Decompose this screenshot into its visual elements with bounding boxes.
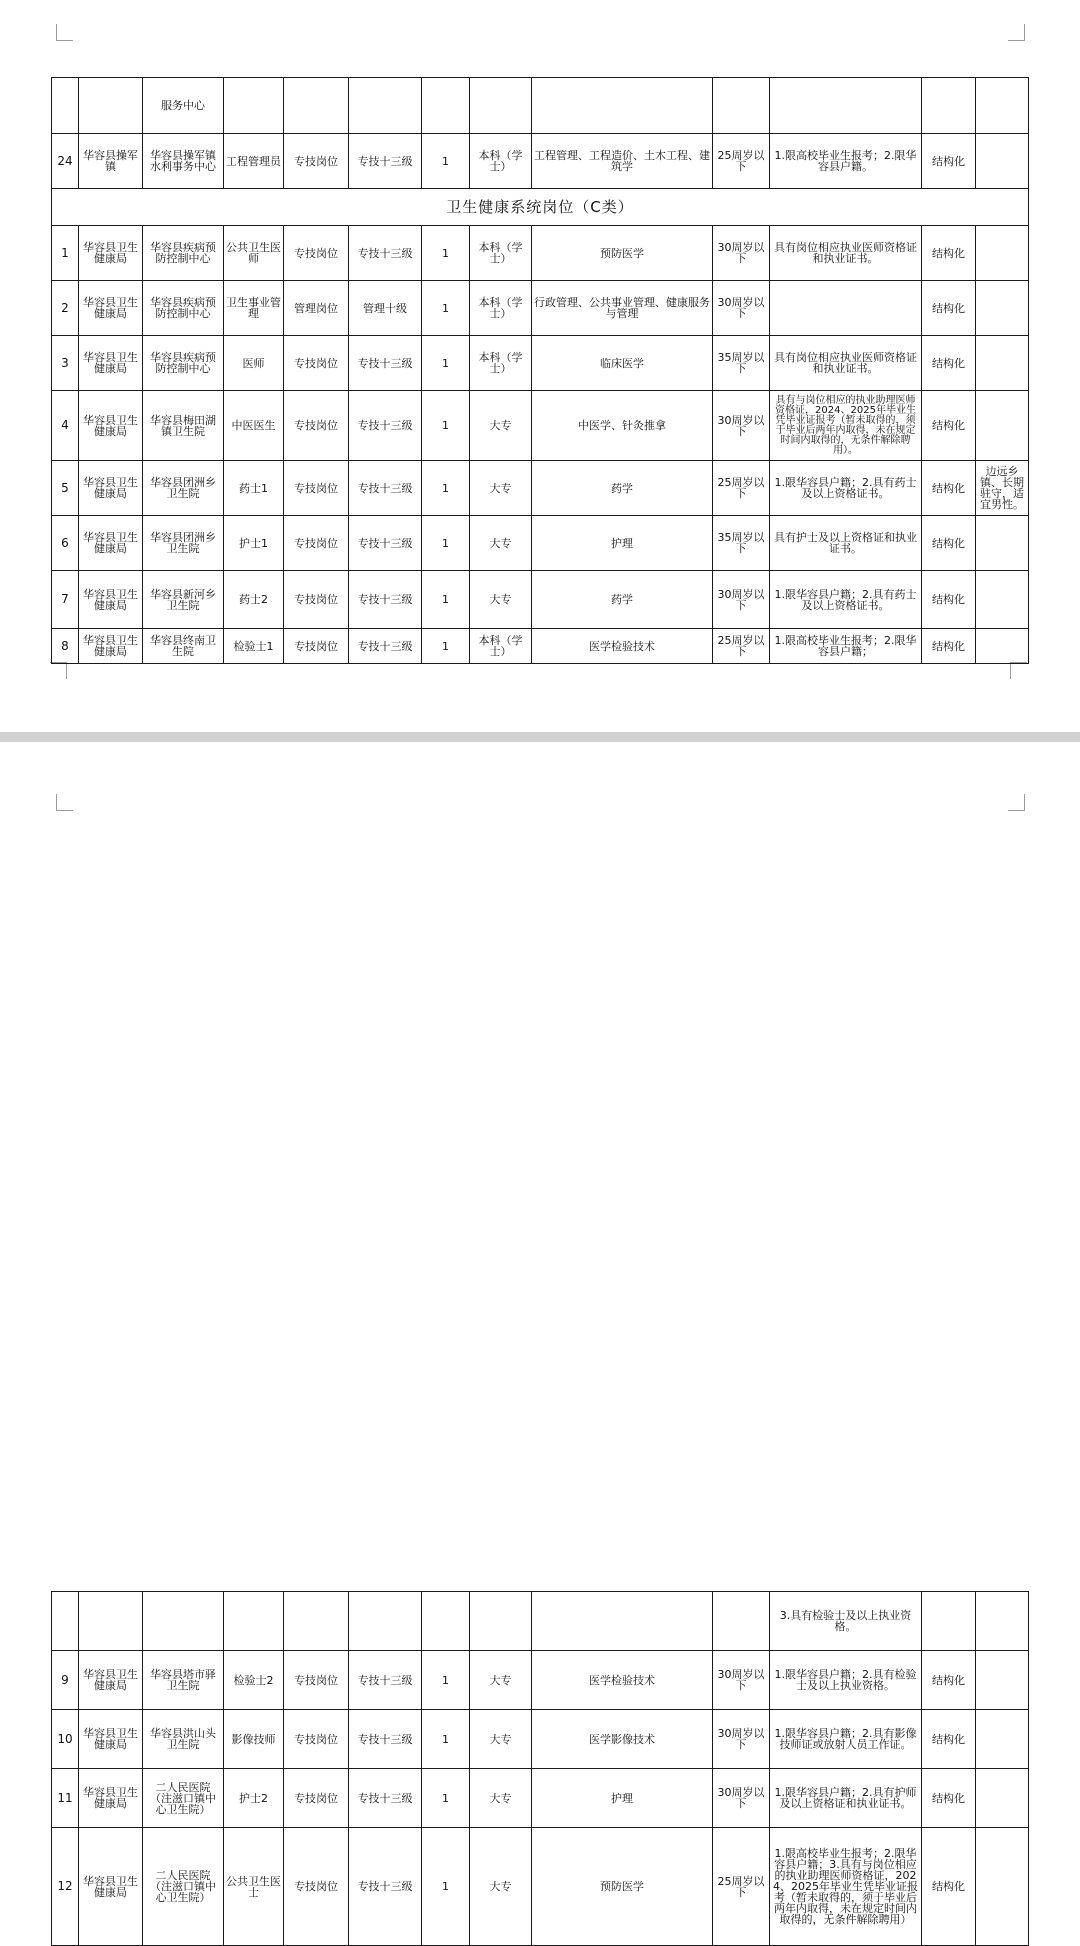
cell-category: 专技岗位 [284,1769,349,1828]
cell-no: 2 [52,281,79,336]
cell-no: 3 [52,336,79,391]
cell-post: 医师 [224,336,284,391]
cell-exam: 结构化 [922,336,976,391]
cell-requirements: 1.限高校毕业生报考；2.限华容县户籍；3.具有与岗位相应的执业助理医师资格证，2024、2025年毕业生凭毕业证报考（暂未取得的，须于毕业后两年内取得，未在规定时间内取得的，无条件解除聘用） [770,1828,922,1946]
cell-age: 30周岁以下 [713,1769,770,1828]
cell-major: 工程管理、工程造价、土木工程、建筑学 [532,134,713,189]
cell-category: 专技岗位 [284,516,349,571]
cell-education: 大专 [470,391,532,461]
cell-exam [922,78,976,134]
cell-county: 华容县卫生健康局 [79,336,143,391]
cell-education: 大专 [470,461,532,516]
cell-remark [976,516,1029,571]
cell-category: 专技岗位 [284,571,349,629]
cell-requirements: 1.限高校毕业生报考；2.限华容县户籍。 [770,134,922,189]
cell-exam: 结构化 [922,1710,976,1769]
cell-remark [976,1592,1029,1651]
cell-remark [976,1828,1029,1946]
cell-major: 中医学、针灸推拿 [532,391,713,461]
positions-table-page-1 [51,77,1029,664]
cell-age: 30周岁以下 [713,1710,770,1769]
table-row [52,461,1029,516]
cell-education: 大专 [470,1651,532,1710]
cell-category: 专技岗位 [284,629,349,664]
cell-unit: 华容县疾病预防控制中心 [143,226,224,281]
cell-unit: 华容县疾病预防控制中心 [143,281,224,336]
table-row [52,1710,1029,1769]
cell-no [52,78,79,134]
cell-count: 1 [422,391,470,461]
cell-requirements: 3.具有检验士及以上执业资格。 [770,1592,922,1651]
cell-county [79,1592,143,1651]
cell-education: 大专 [470,1828,532,1946]
cell-category [284,78,349,134]
cell-requirements: 1.限华容县户籍；2.具有影像技师证或放射人员工作证。 [770,1710,922,1769]
cell-exam: 结构化 [922,1651,976,1710]
cell-major: 医学检验技术 [532,1651,713,1710]
margin-mark-top-left [56,24,73,41]
cell-major: 医学检验技术 [532,629,713,664]
cell-age: 25周岁以下 [713,134,770,189]
cell-post: 影像技师 [224,1710,284,1769]
cell-post: 卫生事业管理 [224,281,284,336]
cell-education [470,1592,532,1651]
cell-category: 专技岗位 [284,391,349,461]
cell-count: 1 [422,336,470,391]
cell-exam: 结构化 [922,134,976,189]
cell-requirements: 具有岗位相应执业医师资格证和执业证书。 [770,336,922,391]
cell-major: 药学 [532,571,713,629]
cell-exam: 结构化 [922,391,976,461]
cell-age: 30周岁以下 [713,281,770,336]
cell-level: 专技十三级 [349,1710,422,1769]
cell-count: 1 [422,1769,470,1828]
cell-education: 大专 [470,1710,532,1769]
cell-no: 12 [52,1828,79,1946]
cell-no: 10 [52,1710,79,1769]
cell-remark [976,1769,1029,1828]
cell-unit: 华容县疾病预防控制中心 [143,336,224,391]
cell-no [52,1592,79,1651]
cell-unit [143,1592,224,1651]
cell-post [224,78,284,134]
cell-unit: 华容县新河乡卫生院 [143,571,224,629]
cell-unit: 华容县团洲乡卫生院 [143,461,224,516]
cell-no: 7 [52,571,79,629]
margin-mark-bottom-right [1010,662,1027,679]
cell-category: 专技岗位 [284,1710,349,1769]
cell-major: 护理 [532,516,713,571]
document-page-2 [0,742,1080,1926]
cell-education: 本科（学士） [470,134,532,189]
cell-education: 大专 [470,571,532,629]
table-row [52,516,1029,571]
cell-no: 9 [52,1651,79,1710]
cell-category: 专技岗位 [284,226,349,281]
cell-no: 1 [52,226,79,281]
cell-count: 1 [422,281,470,336]
cell-age: 35周岁以下 [713,516,770,571]
cell-no: 5 [52,461,79,516]
cell-post [224,1592,284,1651]
cell-remark [976,281,1029,336]
cell-post: 检验士2 [224,1651,284,1710]
cell-count: 1 [422,134,470,189]
cell-age: 30周岁以下 [713,226,770,281]
table-row [52,336,1029,391]
cell-remark [976,336,1029,391]
cell-major: 医学影像技术 [532,1710,713,1769]
margin-mark-top-left [56,794,73,811]
cell-no: 24 [52,134,79,189]
cell-major: 预防医学 [532,226,713,281]
cell-unit: 华容县塔市驿卫生院 [143,1651,224,1710]
cell-count: 1 [422,1828,470,1946]
positions-table-page-2 [51,1591,1029,1946]
table-row [52,629,1029,664]
cell-category: 专技岗位 [284,134,349,189]
cell-level: 专技十三级 [349,1769,422,1828]
cell-remark [976,226,1029,281]
margin-mark-top-right [1008,24,1025,41]
cell-education: 本科（学士） [470,629,532,664]
cell-requirements: 1.限华容县户籍；2.具有药士及以上资格证书。 [770,461,922,516]
cell-education: 本科（学士） [470,336,532,391]
cell-level: 管理十级 [349,281,422,336]
cell-unit: 华容县梅田湖镇卫生院 [143,391,224,461]
cell-post: 工程管理员 [224,134,284,189]
cell-post: 药士2 [224,571,284,629]
cell-major [532,1592,713,1651]
cell-count: 1 [422,516,470,571]
cell-education: 大专 [470,516,532,571]
cell-level: 专技十三级 [349,226,422,281]
cell-category: 管理岗位 [284,281,349,336]
cell-requirements: 1.限华容县户籍；2.具有护师及以上资格证和执业证书。 [770,1769,922,1828]
cell-post: 公共卫生医士 [224,1828,284,1946]
cell-level: 专技十三级 [349,336,422,391]
cell-major: 预防医学 [532,1828,713,1946]
cell-age: 25周岁以下 [713,1828,770,1946]
cell-category: 专技岗位 [284,461,349,516]
cell-no: 4 [52,391,79,461]
cell-county: 华容县卫生健康局 [79,226,143,281]
table-row [52,391,1029,461]
cell-exam: 结构化 [922,226,976,281]
cell-requirements: 1.限高校毕业生报考；2.限华容县户籍； [770,629,922,664]
cell-post: 护士2 [224,1769,284,1828]
cell-exam: 结构化 [922,1769,976,1828]
cell-unit: 华容县洪山头卫生院 [143,1710,224,1769]
cell-category: 专技岗位 [284,1828,349,1946]
cell-remark [976,1710,1029,1769]
cell-level [349,1592,422,1651]
cell-age: 25周岁以下 [713,461,770,516]
table-row [52,571,1029,629]
cell-education: 本科（学士） [470,226,532,281]
cell-level: 专技十三级 [349,629,422,664]
table-row [52,226,1029,281]
cell-count: 1 [422,1710,470,1769]
cell-remark [976,78,1029,134]
cell-county: 华容县卫生健康局 [79,1828,143,1946]
cell-remark [976,571,1029,629]
cell-remark [976,134,1029,189]
cell-level [349,78,422,134]
cell-education: 大专 [470,1769,532,1828]
cell-county: 华容县卫生健康局 [79,516,143,571]
cell-county: 华容县卫生健康局 [79,1651,143,1710]
cell-remark: 边远乡镇、长期驻守，适宜男性。 [976,461,1029,516]
cell-no: 11 [52,1769,79,1828]
cell-major: 药学 [532,461,713,516]
cell-category: 专技岗位 [284,336,349,391]
cell-requirements: 具有护士及以上资格证和执业证书。 [770,516,922,571]
cell-age [713,78,770,134]
cell-category: 专技岗位 [284,1651,349,1710]
cell-age: 30周岁以下 [713,1651,770,1710]
cell-count: 1 [422,629,470,664]
cell-exam: 结构化 [922,629,976,664]
cell-exam: 结构化 [922,571,976,629]
cell-post: 公共卫生医师 [224,226,284,281]
cell-remark [976,391,1029,461]
cell-exam: 结构化 [922,516,976,571]
cell-no: 8 [52,629,79,664]
cell-exam [922,1592,976,1651]
table-row [52,281,1029,336]
section-header-row [52,189,1029,226]
cell-unit: 二人民医院（注滋口镇中心卫生院） [143,1828,224,1946]
page-separator [0,732,1080,742]
cell-county: 华容县卫生健康局 [79,629,143,664]
cell-exam: 结构化 [922,461,976,516]
cell-unit: 服务中心 [143,78,224,134]
cell-age: 30周岁以下 [713,571,770,629]
cell-level: 专技十三级 [349,134,422,189]
table-row [52,134,1029,189]
margin-mark-bottom-left [50,662,67,679]
cell-county: 华容县卫生健康局 [79,1769,143,1828]
cell-requirements: 具有岗位相应执业医师资格证和执业证书。 [770,226,922,281]
cell-unit: 二人民医院（注滋口镇中心卫生院） [143,1769,224,1828]
cell-count: 1 [422,1651,470,1710]
cell-count [422,1592,470,1651]
cell-post: 中医医生 [224,391,284,461]
cell-post: 护士1 [224,516,284,571]
cell-education [470,78,532,134]
cell-category [284,1592,349,1651]
cell-requirements [770,78,922,134]
cell-county: 华容县卫生健康局 [79,1710,143,1769]
cell-age: 25周岁以下 [713,629,770,664]
cell-level: 专技十三级 [349,461,422,516]
cell-unit: 华容县终南卫生院 [143,629,224,664]
cell-count: 1 [422,461,470,516]
cell-level: 专技十三级 [349,516,422,571]
cell-age [713,1592,770,1651]
cell-major [532,78,713,134]
cell-count: 1 [422,571,470,629]
section-title: 卫生健康系统岗位（C类） [52,189,1029,226]
cell-post: 药士1 [224,461,284,516]
table-row [52,1828,1029,1946]
cell-county: 华容县卫生健康局 [79,281,143,336]
cell-unit: 华容县操军镇水利事务中心 [143,134,224,189]
cell-level: 专技十三级 [349,571,422,629]
table-row [52,1651,1029,1710]
cell-county: 华容县卫生健康局 [79,571,143,629]
cell-county [79,78,143,134]
table-row-continued [52,1592,1029,1651]
cell-level: 专技十三级 [349,1828,422,1946]
margin-mark-top-right [1008,794,1025,811]
cell-county: 华容县操军镇 [79,134,143,189]
cell-requirements [770,281,922,336]
cell-count: 1 [422,226,470,281]
cell-age: 30周岁以下 [713,391,770,461]
cell-post: 检验士1 [224,629,284,664]
table-row-continued [52,78,1029,134]
cell-count [422,78,470,134]
cell-level: 专技十三级 [349,391,422,461]
cell-age: 35周岁以下 [713,336,770,391]
cell-education: 本科（学士） [470,281,532,336]
cell-unit: 华容县团洲乡卫生院 [143,516,224,571]
cell-major: 临床医学 [532,336,713,391]
cell-exam: 结构化 [922,281,976,336]
cell-no: 6 [52,516,79,571]
cell-requirements: 1.限华容县户籍；2.具有检验士及以上执业资格。 [770,1651,922,1710]
cell-requirements: 1.限华容县户籍；2.具有药士及以上资格证书。 [770,571,922,629]
cell-remark [976,629,1029,664]
cell-remark [976,1651,1029,1710]
cell-requirements: 具有与岗位相应的执业助理医师资格证，2024、2025年毕业生凭毕业证报考（暂未取得的，须于毕业后两年内取得，未在规定时间内取得的，无条件解除聘用）。 [770,391,922,461]
cell-county: 华容县卫生健康局 [79,391,143,461]
cell-exam: 结构化 [922,1828,976,1946]
cell-major: 行政管理、公共事业管理、健康服务与管理 [532,281,713,336]
table-row [52,1769,1029,1828]
cell-county: 华容县卫生健康局 [79,461,143,516]
cell-level: 专技十三级 [349,1651,422,1710]
document-page-1 [0,0,1080,732]
cell-major: 护理 [532,1769,713,1828]
